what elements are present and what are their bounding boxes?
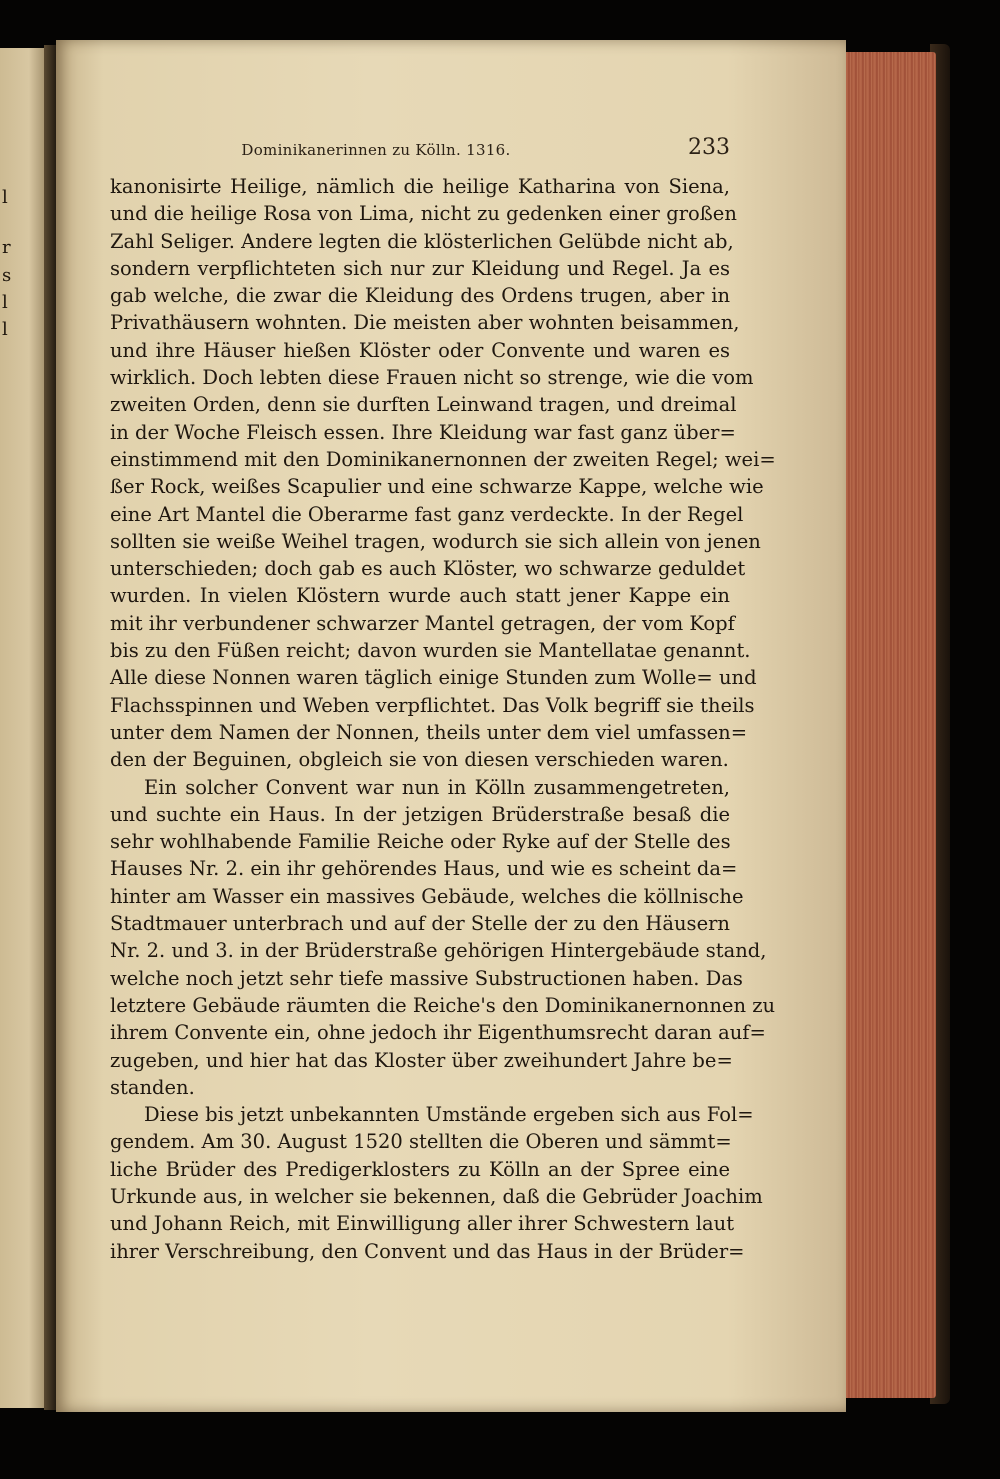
text-line: eine Art Mantel die Oberarme fast ganz verdeckte. In der Regel <box>110 502 744 526</box>
text-line: wurden. In vielen Klöstern wurde auch statt jener Kappe ein <box>110 584 730 608</box>
text-line: Privathäusern wohnten. Die meisten aber wohnten beisammen, <box>110 311 740 335</box>
text-line: zugeben, und hier hat das Kloster über zweihundert Jahre be= <box>110 1048 733 1072</box>
text-line: den der Beguinen, obgleich sie von diesen verschieden waren. <box>110 748 729 772</box>
text-line: Urkunde aus, in welcher sie bekennen, daß die Gebrüder Joachim <box>110 1184 763 1208</box>
left-margin-mark: l <box>2 187 8 208</box>
text-line: sehr wohlhabende Familie Reiche oder Ryke auf der Stelle des <box>110 830 731 854</box>
text-line: wirklich. Doch lebten diese Frauen nicht so strenge, wie die vom <box>110 366 754 390</box>
text-line: letztere Gebäude räumten die Reiche's den Dominikanernonnen zu <box>110 993 776 1017</box>
page-header <box>110 135 730 171</box>
text-line: kanonisirte Heilige, nämlich die heilige Katharina von Siena, <box>110 175 730 198</box>
text-line: Hauses Nr. 2. ein ihr gehörendes Haus, und wie es scheint da= <box>110 857 738 881</box>
body-text <box>110 173 776 1265</box>
text-line: Alle diese Nonnen waren täglich einige Stunden zum Wolle= und <box>110 666 757 690</box>
text-line: ihrer Verschreibung, den Convent und das Haus in der Brüder= <box>110 1239 745 1263</box>
text-line: unter dem Namen der Nonnen, theils unter dem viel umfassen= <box>110 720 748 744</box>
text-line: liche Brüder des Predigerklosters zu Kölln an der Spree eine <box>110 1157 730 1181</box>
text-line: einstimmend mit den Dominikanernonnen der zweiten Regel; wei= <box>110 447 776 471</box>
text-line: und ihre Häuser hießen Klöster oder Convente und waren es <box>110 338 730 362</box>
text-line: mit ihr verbundener schwarzer Mantel getragen, der vom Kopf <box>110 611 735 635</box>
text-line: hinter am Wasser ein massives Gebäude, welches die köllnische <box>110 884 744 908</box>
text-line: in der Woche Fleisch essen. Ihre Kleidung war fast ganz über= <box>110 420 736 444</box>
text-line: Flachsspinnen und Weben verpflichtet. Das Volk begriff sie theils <box>110 693 755 717</box>
text-line: welche noch jetzt sehr tiefe massive Substructionen haben. Das <box>110 966 743 990</box>
text-line: und die heilige Rosa von Lima, nicht zu gedenken einer großen <box>110 202 737 226</box>
text-line: Nr. 2. und 3. in der Brüderstraße gehörigen Hintergebäude stand, <box>110 939 767 963</box>
text-line: und suchte ein Haus. In der jetzigen Brüderstraße besaß die <box>110 802 730 826</box>
left-margin-mark: s <box>2 265 12 286</box>
text-line: standen. <box>110 1075 195 1099</box>
text-line: gendem. Am 30. August 1520 stellten die Oberen und sämmt= <box>110 1130 732 1154</box>
text-line: bis zu den Füßen reicht; davon wurden sie Mantellatae genannt. <box>110 639 751 663</box>
text-line: sondern verpflichteten sich nur zur Kleidung und Regel. Ja es <box>110 256 730 280</box>
text-line: unterschieden; doch gab es auch Klöster, wo schwarze geduldet <box>110 557 746 581</box>
text-line: zweiten Orden, denn sie durften Leinwand tragen, und dreimal <box>110 393 737 417</box>
text-line: ßer Rock, weißes Scapulier und eine schwarze Kappe, welche wie <box>110 475 764 499</box>
page-stack-fore-edge <box>842 52 936 1398</box>
text-line: sollten sie weiße Weihel tragen, wodurch sie sich allein von jenen <box>110 529 761 553</box>
text-line: Diese bis jetzt unbekannten Umstände ergeben sich aus Fol= <box>144 1103 754 1127</box>
left-page-edge <box>0 48 48 1408</box>
text-line: Ein solcher Convent war nun in Kölln zusammengetreten, <box>144 775 730 799</box>
text-line: und Johann Reich, mit Einwilligung aller ihrer Schwestern laut <box>110 1212 735 1236</box>
running-head: Dominikanerinnen zu Kölln. 1316. <box>241 141 511 159</box>
text-line: ihrem Convente ein, ohne jedoch ihr Eigenthumsrecht daran auf= <box>110 1021 766 1045</box>
text-line: Zahl Seliger. Andere legten die klösterlichen Gelübde nicht ab, <box>110 229 734 253</box>
page-number: 233 <box>688 135 730 160</box>
left-margin-mark: l <box>2 292 8 313</box>
left-margin-mark: l <box>2 319 8 340</box>
text-line: Stadtmauer unterbrach und auf der Stelle der zu den Häusern <box>110 912 730 936</box>
text-line: gab welche, die zwar die Kleidung des Ordens trugen, aber in <box>110 284 730 308</box>
left-margin-mark: r <box>2 237 11 258</box>
